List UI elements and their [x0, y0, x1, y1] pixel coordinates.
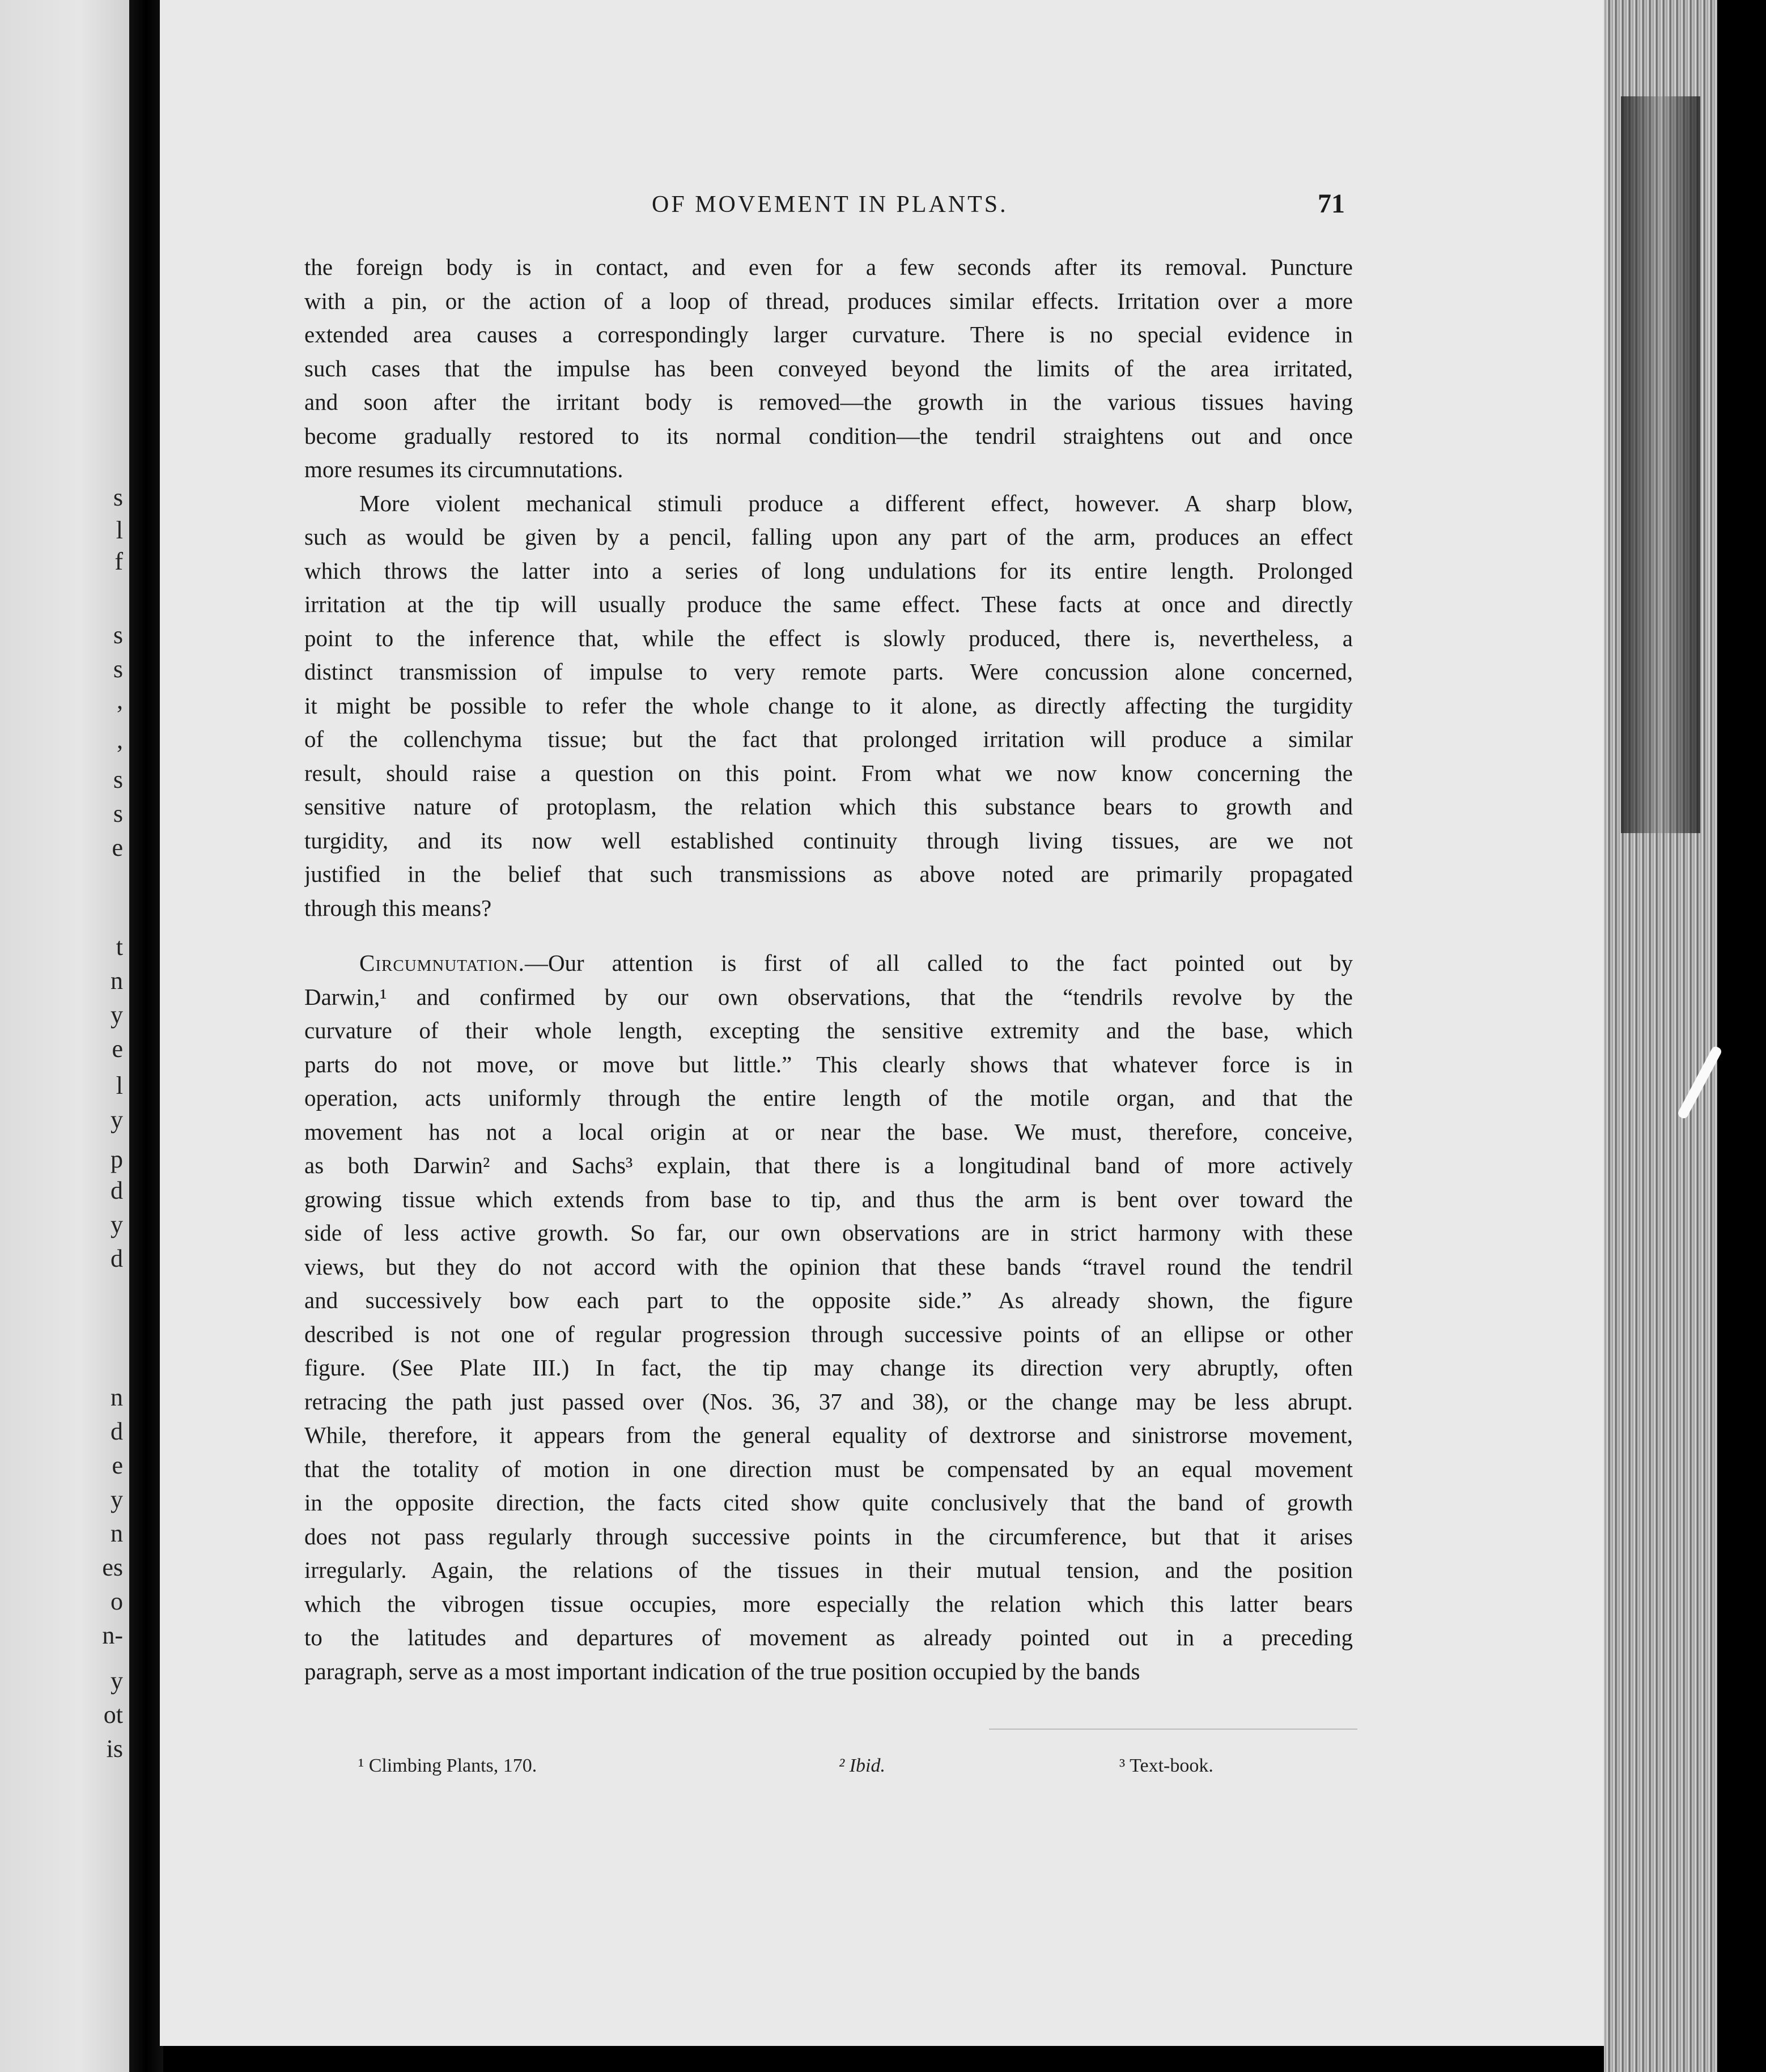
margin-fragment: s — [113, 655, 123, 683]
footnote-3: ³ Text-book. — [1119, 1755, 1213, 1776]
paragraph-gap — [304, 925, 1353, 946]
text-line: it might be possible to refer the whole change to it alone, as directly affecting the turgidity — [304, 692, 1353, 719]
text-line: described is not one of regular progression through successive points of an ellipse or other — [304, 1321, 1353, 1347]
margin-fragment: s — [113, 483, 123, 511]
text-line: paragraph, serve as a most important indication of the true position occupied by the bands — [304, 1658, 1140, 1684]
running-head: OF MOVEMENT IN PLANTS. — [652, 192, 1008, 218]
margin-fragment: n — [111, 1383, 123, 1411]
text-line: which the vibrogen tissue occupies, more especially the relation which this latter bears — [304, 1590, 1353, 1617]
margin-fragment: y — [111, 1485, 123, 1513]
text-line: to the latitudes and departures of movement as already pointed out in a preceding — [304, 1624, 1353, 1650]
margin-fragment: f — [114, 547, 123, 575]
facing-page-text-fragments — [0, 0, 133, 2072]
margin-fragment: y — [111, 1106, 123, 1133]
margin-fragment: d — [111, 1245, 123, 1272]
margin-fragment: l — [116, 516, 123, 544]
margin-fragment: is — [106, 1735, 123, 1763]
footnote-1: ¹ Climbing Plants, 170. — [358, 1755, 537, 1776]
scan-background — [1717, 0, 1766, 2072]
margin-fragment: n — [111, 967, 123, 995]
text-line: turgidity, and its now well established continuity through living tissues, are we not — [304, 827, 1353, 854]
page-edge-stack — [1604, 0, 1717, 2072]
text-line: such as would be given by a pencil, falling upon any part of the arm, produces an effect — [304, 524, 1353, 550]
text-line: curvature of their whole length, excepting the sensitive extremity and the base, which — [304, 1017, 1353, 1043]
text-line: in the opposite direction, the facts cited show quite conclusively that the band of growth — [304, 1489, 1353, 1515]
text-line: irritation at the tip will usually produce the same effect. These facts at once and directly — [304, 591, 1353, 617]
margin-fragment: s — [113, 621, 123, 649]
text-line: which throws the latter into a series of long undulations for its entire length. Prolonged — [304, 557, 1353, 584]
text-line: that the totality of motion in one direction must be compensated by an equal movement — [304, 1455, 1353, 1482]
text-line: views, but they do not accord with the opinion that these bands “travel round the tendril — [304, 1253, 1353, 1280]
margin-fragment: ot — [103, 1701, 123, 1729]
text-line: the foreign body is in contact, and even for a few seconds after its removal. Puncture — [304, 254, 1353, 280]
text-line: become gradually restored to its normal condition—the tendril straightens out and once — [304, 422, 1353, 449]
text-line: through this means? — [304, 894, 492, 921]
footnote-2: ² Ibid. — [839, 1755, 885, 1776]
text-line: retracing the path just passed over (Nos. 36, 37 and 38), or the change may be less abrupt. — [304, 1388, 1353, 1415]
text-line: irregularly. Again, the relations of the tissues in their mutual tension, and the position — [304, 1557, 1353, 1583]
text-line: distinct transmission of impulse to very remote parts. Were concussion alone concerned, — [304, 659, 1353, 685]
text-line: justified in the belief that such transmissions as above noted are primarily propagated — [304, 861, 1353, 887]
text-line: movement has not a local origin at or near the base. We must, therefore, conceive, — [304, 1118, 1353, 1145]
text-line: does not pass regularly through successive points in the circumference, but that it arises — [304, 1523, 1353, 1549]
margin-fragment: n — [111, 1519, 123, 1547]
margin-fragment: e — [112, 1451, 123, 1479]
margin-fragment: , — [117, 686, 123, 714]
margin-fragment: d — [111, 1417, 123, 1445]
text-line: More violent mechanical stimuli produce a different effect, however. A sharp blow, — [359, 490, 1353, 516]
margin-fragment: s — [113, 800, 123, 827]
margin-fragment: d — [111, 1177, 123, 1204]
margin-fragment: e — [112, 834, 123, 861]
text-line: extended area causes a correspondingly larger curvature. There is no special evidence in — [304, 321, 1353, 347]
margin-fragment: es — [102, 1553, 123, 1581]
text-line: parts do not move, or move but little.” This clearly shows that whatever force is in — [304, 1051, 1353, 1077]
text-line: While, therefore, it appears from the general equality of dextrorse and sinistrorse movement, — [304, 1422, 1353, 1448]
margin-fragment: o — [111, 1587, 123, 1615]
text-line: and successively bow each part to the opposite side.” As already shown, the figure — [304, 1287, 1353, 1313]
text-line: side of less active growth. So far, our own observations are in strict harmony with these — [304, 1220, 1353, 1246]
footnote-divider — [989, 1729, 1357, 1730]
text-line: with a pin, or the action of a loop of thread, produces similar effects. Irritation over a more — [304, 287, 1353, 314]
margin-fragment: l — [116, 1072, 123, 1099]
text-line: of the collenchyma tissue; but the fact that prolonged irritation will produce a similar — [304, 726, 1353, 752]
text-line: sensitive nature of protoplasm, the relation which this substance bears to growth and — [304, 793, 1353, 820]
margin-fragment: p — [111, 1145, 123, 1173]
book-gutter — [129, 0, 163, 2072]
margin-fragment: s — [113, 766, 123, 793]
text-line: such cases that the impulse has been conveyed beyond the limits of the area irritated, — [304, 355, 1353, 381]
body-text — [304, 250, 1353, 1688]
text-line-content: —Our attention is first of all called to the fact pointed out by — [524, 950, 1353, 976]
page-number: 71 — [1318, 189, 1345, 219]
text-line: as both Darwin² and Sachs³ explain, that there is a longitudinal band of more actively — [304, 1152, 1353, 1178]
margin-fragment: , — [117, 726, 123, 754]
margin-fragment: t — [116, 933, 123, 961]
margin-fragment: n- — [102, 1621, 123, 1649]
section-heading: Circumnutation. — [359, 950, 525, 976]
margin-fragment: y — [111, 1667, 123, 1695]
text-line: point to the inference that, while the effect is slowly produced, there is, nevertheless, a — [304, 625, 1353, 651]
text-line — [304, 946, 1353, 980]
text-line: Darwin,¹ and confirmed by our own observations, that the “tendrils revolve by the — [304, 983, 1353, 1010]
text-line: growing tissue which extends from base to tip, and thus the arm is bent over toward the — [304, 1186, 1353, 1212]
text-line: operation, acts uniformly through the entire length of the motile organ, and that the — [304, 1085, 1353, 1111]
margin-fragment: y — [111, 1211, 123, 1238]
text-line: and soon after the irritant body is removed—the growth in the various tissues having — [304, 389, 1353, 415]
margin-fragment: e — [112, 1035, 123, 1063]
margin-fragment: y — [111, 1001, 123, 1029]
text-line: more resumes its circumnutations. — [304, 456, 623, 482]
text-line: result, should raise a question on this point. From what we now know concerning the — [304, 759, 1353, 786]
text-line: figure. (See Plate III.) In fact, the tip may change its direction very abruptly, often — [304, 1355, 1353, 1381]
